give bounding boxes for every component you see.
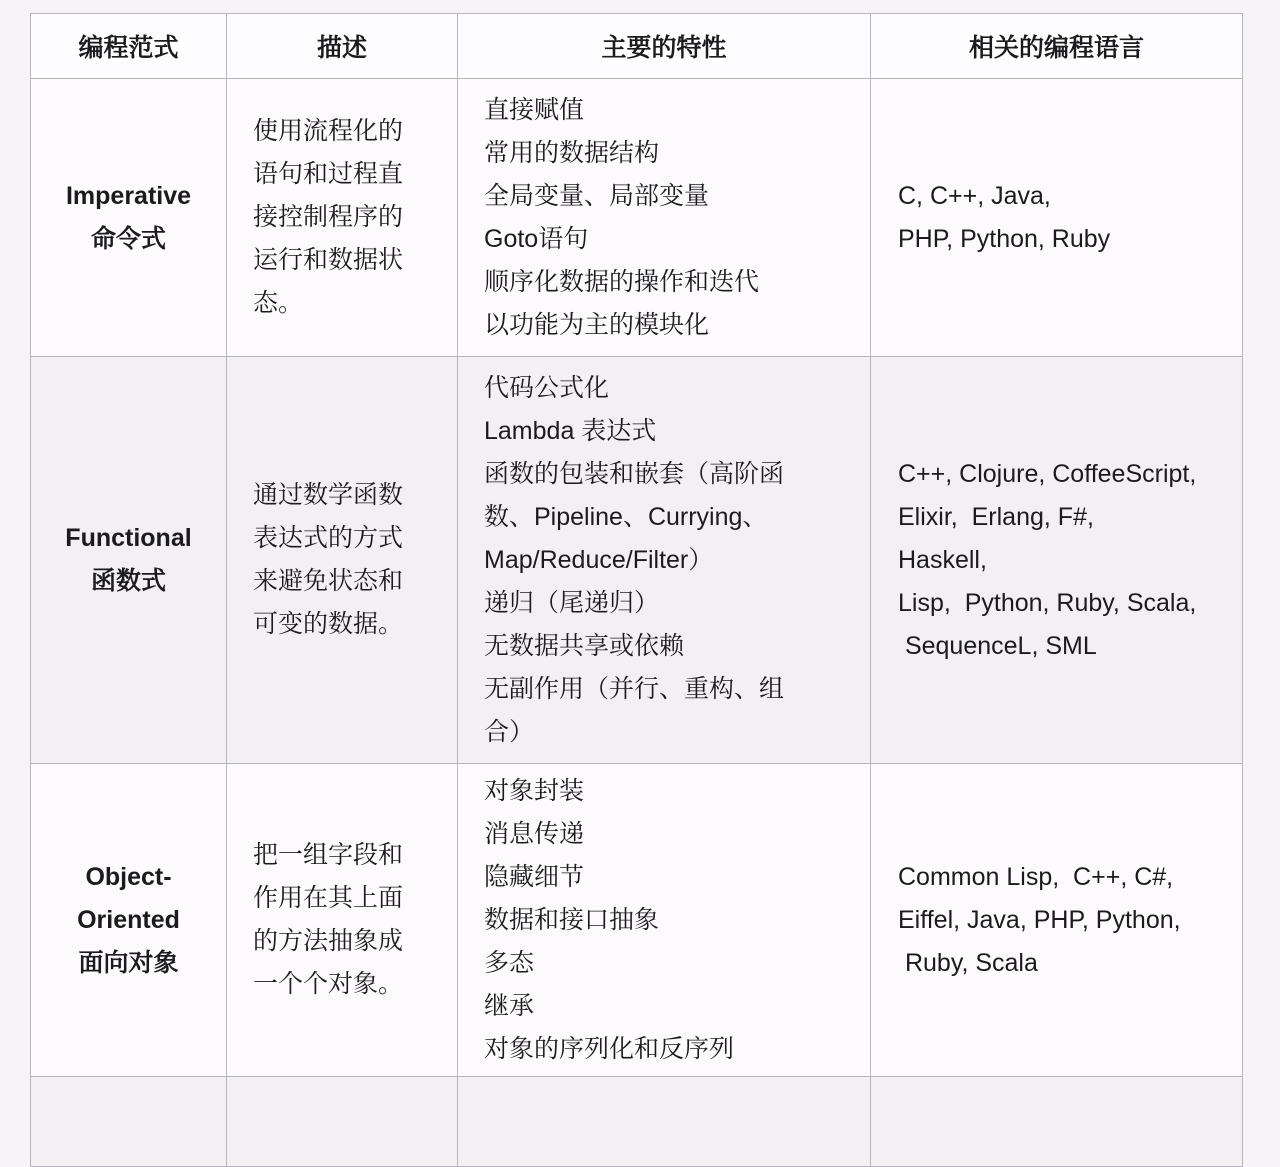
column-header-features: 主要的特性 bbox=[458, 14, 871, 79]
languages-cell bbox=[871, 1077, 1243, 1167]
text-line: 递归（尾递归） bbox=[484, 588, 660, 617]
paradigm-table bbox=[30, 13, 1243, 1167]
column-header-description: 描述 bbox=[227, 14, 458, 79]
description-cell bbox=[227, 357, 458, 764]
text-line: 使用流程化的 bbox=[253, 117, 404, 145]
text-line: 通过数学函数 bbox=[253, 481, 404, 509]
paradigm-name-zh: 命令式 bbox=[90, 224, 166, 253]
text-line: 来避免状态和 bbox=[253, 567, 404, 595]
table-row-object-oriented bbox=[31, 764, 1243, 1077]
text-line: 以功能为主的模块化 bbox=[484, 310, 710, 339]
text-line: 合） bbox=[484, 717, 535, 746]
text-line: Eiffel, Java, PHP, Python, bbox=[898, 905, 1181, 934]
column-header-languages: 相关的编程语言 bbox=[871, 14, 1243, 79]
text-line: Functional bbox=[65, 524, 192, 552]
text-line: Lambda 表达式 bbox=[484, 416, 657, 445]
text-line: 多态 bbox=[484, 948, 535, 977]
text-line: 对象的序列化和反序列 bbox=[484, 1034, 735, 1063]
text-line: 运行和数据状 bbox=[253, 246, 404, 274]
text-line: 代码公式化 bbox=[484, 373, 610, 402]
text-line: Haskell, bbox=[898, 545, 987, 574]
text-line: 语句和过程直 bbox=[253, 160, 404, 188]
text-line: 无数据共享或依赖 bbox=[484, 631, 685, 660]
description-cell bbox=[227, 764, 458, 1077]
description-cell bbox=[227, 1077, 458, 1167]
languages-cell bbox=[871, 79, 1243, 357]
languages-cell bbox=[871, 357, 1243, 764]
text-line: Oriented bbox=[77, 905, 180, 934]
text-line: 对象封装 bbox=[484, 776, 585, 805]
features-cell bbox=[458, 1077, 871, 1167]
text-line: 直接赋值 bbox=[484, 95, 585, 124]
text-line: SequenceL, SML bbox=[898, 631, 1097, 660]
text-line: 表达式的方式 bbox=[253, 524, 404, 552]
paradigm-cell bbox=[31, 79, 227, 357]
table-header-row bbox=[31, 14, 1243, 79]
text-line: 接控制程序的 bbox=[253, 203, 404, 231]
text-line: Imperative bbox=[65, 181, 192, 210]
text-line: 无副作用（并行、重构、组 bbox=[484, 674, 785, 703]
text-line: PHP, Python, Ruby bbox=[898, 224, 1111, 253]
text-line: Object- bbox=[85, 862, 172, 891]
text-line: 继承 bbox=[484, 991, 535, 1020]
text-line: C, C++, Java, bbox=[898, 181, 1051, 210]
text-line: 可变的数据。 bbox=[253, 610, 404, 638]
features-cell bbox=[458, 79, 871, 357]
text-line: Ruby, Scala bbox=[898, 948, 1038, 977]
text-line: Common Lisp, C++, C#, bbox=[898, 862, 1174, 891]
table-row-functional bbox=[31, 357, 1243, 764]
paradigm-cell bbox=[31, 1077, 227, 1167]
text-line: 态。 bbox=[253, 289, 304, 317]
paradigm-cell bbox=[31, 357, 227, 764]
paradigm-name-en bbox=[37, 517, 220, 560]
text-line: 常用的数据结构 bbox=[484, 138, 660, 167]
features-cell bbox=[458, 764, 871, 1077]
text-line: 消息传递 bbox=[484, 819, 585, 848]
text-line: 作用在其上面 bbox=[253, 884, 404, 912]
column-header-paradigm: 编程范式 bbox=[31, 14, 227, 79]
text-line: 函数的包装和嵌套（高阶函 bbox=[484, 459, 785, 488]
paradigm-name-en bbox=[37, 856, 220, 942]
text-line: 隐藏细节 bbox=[484, 862, 585, 891]
table-row-partial bbox=[31, 1077, 1243, 1167]
text-line: 顺序化数据的操作和迭代 bbox=[484, 267, 760, 296]
paradigm-name-en bbox=[37, 175, 220, 218]
languages-cell bbox=[871, 764, 1243, 1077]
text-line: C++, Clojure, CoffeeScript, bbox=[898, 459, 1197, 488]
paradigm-name-zh: 面向对象 bbox=[78, 948, 179, 977]
text-line: 数据和接口抽象 bbox=[484, 905, 660, 934]
text-line: 数、Pipeline、Currying、 bbox=[484, 502, 768, 531]
text-line: Goto语句 bbox=[484, 224, 589, 253]
text-line: 的方法抽象成 bbox=[253, 927, 404, 955]
text-line: 全局变量、局部变量 bbox=[484, 181, 710, 210]
text-line: Elixir, Erlang, F#, bbox=[898, 502, 1094, 531]
text-line: 一个个对象。 bbox=[253, 970, 404, 998]
paradigm-cell bbox=[31, 764, 227, 1077]
table-row-imperative bbox=[31, 79, 1243, 357]
text-line: Lisp, Python, Ruby, Scala, bbox=[898, 588, 1197, 617]
paradigm-name-zh: 函数式 bbox=[90, 567, 166, 595]
text-line: 把一组字段和 bbox=[253, 841, 404, 869]
text-line: Map/Reduce/Filter） bbox=[484, 545, 714, 574]
description-cell bbox=[227, 79, 458, 357]
features-cell bbox=[458, 357, 871, 764]
